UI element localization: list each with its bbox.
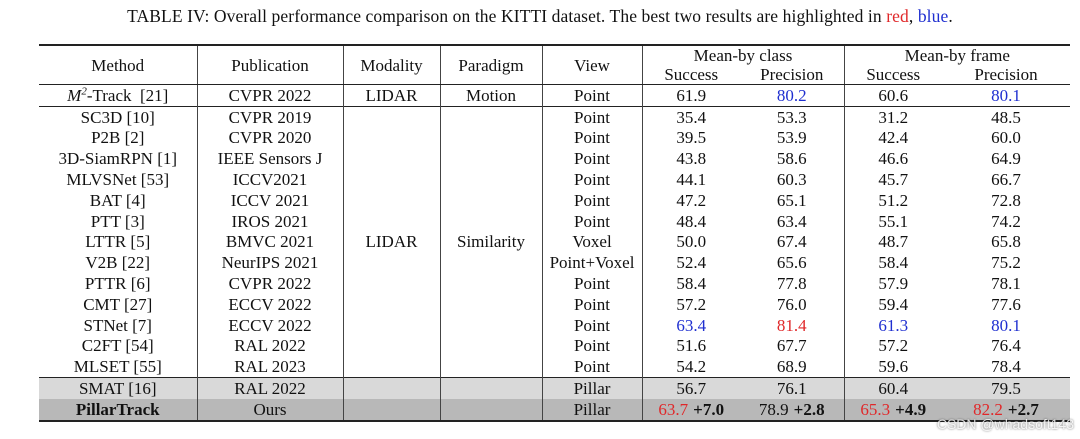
table-caption xyxy=(0,6,1080,27)
cell-publication: RAL 2022 xyxy=(197,336,343,357)
cell-method: MLVSNet [53] xyxy=(66,170,170,190)
cell-publication: CVPR 2019 xyxy=(197,106,343,127)
header-modality: Modality xyxy=(343,45,440,85)
cell-publication: RAL 2023 xyxy=(197,356,343,377)
table-row xyxy=(39,273,1070,294)
cell-method: CMT [27] xyxy=(83,294,153,314)
cell-class-success: 44.1 xyxy=(642,169,740,190)
cell-method: PTT [3] xyxy=(90,211,145,231)
cell-method: STNet [7] xyxy=(83,315,152,335)
cell-frame-success: 48.7 xyxy=(844,232,942,253)
table-row xyxy=(39,315,1070,336)
value: 82.2 xyxy=(973,399,1003,419)
cell-class-success: 56.7 xyxy=(642,378,740,399)
cell-view: Point xyxy=(542,273,642,294)
cell-publication: ICCV 2021 xyxy=(197,190,343,211)
header-class-success: Success xyxy=(642,65,740,85)
value: 78.9 xyxy=(758,399,789,419)
cell-publication: IROS 2021 xyxy=(197,211,343,232)
cell-frame-success: 42.4 xyxy=(844,128,942,149)
cell-frame-success: 59.6 xyxy=(844,356,942,377)
gain: +2.7 xyxy=(1007,399,1039,419)
cell-frame-success: 60.6 xyxy=(844,85,942,107)
cell-publication: BMVC 2021 xyxy=(197,232,343,253)
table-row-smat xyxy=(39,378,1070,399)
table-row xyxy=(39,148,1070,169)
cell-class-success: 58.4 xyxy=(642,273,740,294)
table-row xyxy=(39,190,1070,211)
cell-method: LTTR [5] xyxy=(85,232,151,252)
cell-class-precision: 53.3 xyxy=(740,106,844,127)
cell-frame-success: 57.2 xyxy=(844,336,942,357)
header-method: Method xyxy=(39,45,197,85)
caption-blue-word: blue xyxy=(917,6,949,26)
cell-frame-precision: 48.5 xyxy=(942,106,1070,127)
gain: +7.0 xyxy=(693,399,725,419)
cell-view: Point xyxy=(542,336,642,357)
cell-method: PTTR [6] xyxy=(84,274,151,294)
cell-view: Point+Voxel xyxy=(542,252,642,273)
method-suffix: -Track [21] xyxy=(86,85,169,105)
caption-text: TABLE IV: Overall performance comparison on the KITTI dataset. The best two results are highlighted in xyxy=(127,6,887,26)
cell-class-success: 47.2 xyxy=(642,190,740,211)
cell-view: Point xyxy=(542,169,642,190)
table-body xyxy=(39,85,1070,107)
cell-view: Point xyxy=(542,106,642,127)
cell-frame-success: 45.7 xyxy=(844,169,942,190)
pillar-group xyxy=(39,378,1070,421)
cell-frame-precision: 75.2 xyxy=(991,253,1021,273)
cell-method: BAT [4] xyxy=(89,190,146,210)
cell-view: Point xyxy=(542,294,642,315)
cell-frame-success: 46.6 xyxy=(844,148,942,169)
table-row xyxy=(39,232,1070,253)
cell-class-precision: 67.4 xyxy=(776,232,807,252)
header-paradigm: Paradigm xyxy=(440,45,542,85)
cell-method: 3D-SiamRPN [1] xyxy=(58,149,178,169)
cell-view: Point xyxy=(542,315,642,336)
value: 63.7 xyxy=(658,399,689,419)
cell-class-success: 61.9 xyxy=(642,85,740,107)
cell-class-precision: 76.0 xyxy=(776,294,807,314)
kitti-comparison-table xyxy=(39,44,1070,422)
cell-frame-success: 60.4 xyxy=(844,378,942,399)
cell-class-success: 35.4 xyxy=(642,106,740,127)
cell-method: SC3D [10] xyxy=(39,106,197,127)
cell-paradigm: Similarity xyxy=(440,106,542,377)
cell-frame-success: 57.9 xyxy=(844,273,942,294)
cell-frame-success: 58.4 xyxy=(844,252,942,273)
cell-view: Point xyxy=(542,128,642,149)
cell-method: MLSET [55] xyxy=(73,357,162,377)
table-row xyxy=(39,106,1070,127)
cell-publication: IEEE Sensors J xyxy=(197,148,343,169)
cell-paradigm xyxy=(440,399,542,421)
cell-class-precision: 67.7 xyxy=(776,336,807,356)
cell-frame-precision: 65.8 xyxy=(991,232,1021,252)
cell-class-success: 48.4 xyxy=(642,211,740,232)
cell-class-precision: 81.4 xyxy=(776,315,807,335)
cell-class-success: 63.4 xyxy=(642,315,740,336)
gain: +4.9 xyxy=(895,399,927,419)
cell-view: Pillar xyxy=(542,399,642,421)
cell-publication: NeurIPS 2021 xyxy=(197,252,343,273)
header-frame-success: Success xyxy=(844,65,942,85)
cell-class-success: 57.2 xyxy=(642,294,740,315)
cell-class-precision: 68.9 xyxy=(776,357,807,377)
cell-class-precision xyxy=(740,399,844,421)
cell-frame-precision: 78.4 xyxy=(991,357,1021,377)
cell-class-precision: 53.9 xyxy=(776,128,807,148)
similarity-group xyxy=(39,106,1070,377)
cell-frame-success: 51.2 xyxy=(844,190,942,211)
method-italic-m: M xyxy=(67,85,82,105)
table-row-pillartrack xyxy=(39,399,1070,421)
cell-publication: ICCV2021 xyxy=(197,169,343,190)
cell-method: C2FT [54] xyxy=(81,336,154,356)
value: 65.3 xyxy=(860,399,891,419)
header-view: View xyxy=(542,45,642,85)
cell-class-success: 54.2 xyxy=(642,356,740,377)
header-mean-by-class: Mean-by class xyxy=(642,45,844,65)
cell-frame-precision: 74.2 xyxy=(991,211,1021,231)
cell-frame-precision: 64.9 xyxy=(991,149,1021,169)
cell-class-precision: 58.6 xyxy=(776,149,807,169)
cell-frame-precision: 66.7 xyxy=(991,170,1021,190)
cell-view: Voxel xyxy=(542,232,642,253)
cell-frame-precision: 72.8 xyxy=(991,190,1021,210)
cell-view: Point xyxy=(542,356,642,377)
cell-frame-success: 61.3 xyxy=(844,315,942,336)
gain: +2.8 xyxy=(793,399,825,419)
cell-modality: LIDAR xyxy=(343,85,440,107)
method-superscript: 2 xyxy=(81,85,87,98)
table-header xyxy=(39,45,1070,85)
table-row xyxy=(39,169,1070,190)
cell-method: PillarTrack xyxy=(39,399,197,421)
cell-method: P2B [2] xyxy=(91,128,145,148)
cell-publication: ECCV 2022 xyxy=(197,315,343,336)
cell-publication: ECCV 2022 xyxy=(197,294,343,315)
cell-frame-precision: 76.4 xyxy=(991,336,1021,356)
cell-publication: RAL 2022 xyxy=(197,378,343,399)
table-row xyxy=(39,128,1070,149)
cell-class-precision: 80.2 xyxy=(776,85,807,105)
cell-frame-success: 55.1 xyxy=(844,211,942,232)
cell-frame-precision: 79.5 xyxy=(942,378,1070,399)
cell-view: Point xyxy=(542,211,642,232)
watermark: CSDN @whadsoft143 xyxy=(936,416,1074,432)
cell-class-success: 52.4 xyxy=(642,252,740,273)
table-row xyxy=(39,252,1070,273)
cell-publication: CVPR 2022 xyxy=(197,85,343,107)
cell-class-success: 51.6 xyxy=(642,336,740,357)
cell-class-success: 50.0 xyxy=(642,232,740,253)
cell-class-precision: 65.6 xyxy=(776,253,807,273)
cell-class-precision: 60.3 xyxy=(776,170,807,190)
cell-frame-precision: 80.1 xyxy=(991,85,1021,105)
cell-class-success: 43.8 xyxy=(642,148,740,169)
cell-frame-success xyxy=(844,399,942,421)
cell-view: Pillar xyxy=(542,378,642,399)
cell-publication: CVPR 2022 xyxy=(197,273,343,294)
cell-view: Point xyxy=(542,148,642,169)
table-row xyxy=(39,294,1070,315)
cell-view: Point xyxy=(542,190,642,211)
cell-publication: Ours xyxy=(197,399,343,421)
cell-class-success: 39.5 xyxy=(642,128,740,149)
caption-end: . xyxy=(948,6,953,26)
cell-frame-precision: 77.6 xyxy=(991,294,1021,314)
cell-modality xyxy=(343,399,440,421)
cell-publication: CVPR 2020 xyxy=(197,128,343,149)
cell-paradigm: Motion xyxy=(440,85,542,107)
cell-frame-precision: 60.0 xyxy=(991,128,1021,148)
cell-view: Point xyxy=(542,85,642,107)
cell-method: V2B [22] xyxy=(85,253,151,273)
cell-class-precision: 63.4 xyxy=(776,211,807,231)
cell-paradigm xyxy=(440,378,542,399)
cell-method xyxy=(39,85,197,107)
cell-frame-precision: 80.1 xyxy=(991,315,1021,335)
table-row xyxy=(39,356,1070,377)
table-row xyxy=(39,211,1070,232)
table-row xyxy=(39,336,1070,357)
cell-class-precision: 76.1 xyxy=(740,378,844,399)
cell-frame-success: 31.2 xyxy=(844,106,942,127)
header-mean-by-frame: Mean-by frame xyxy=(844,45,1070,65)
header-class-precision: Precision xyxy=(740,65,844,85)
cell-method: SMAT [16] xyxy=(39,378,197,399)
cell-class-precision: 77.8 xyxy=(776,274,807,294)
cell-modality xyxy=(343,378,440,399)
table-row-m2track xyxy=(39,85,1070,107)
cell-modality: LIDAR xyxy=(343,106,440,377)
cell-frame-success: 59.4 xyxy=(844,294,942,315)
cell-class-success xyxy=(642,399,740,421)
cell-class-precision: 65.1 xyxy=(776,190,807,210)
caption-red-word: red xyxy=(886,6,909,26)
caption-separator: , xyxy=(908,6,918,26)
cell-frame-precision: 78.1 xyxy=(991,274,1021,294)
header-frame-precision: Precision xyxy=(942,65,1070,85)
header-publication: Publication xyxy=(197,45,343,85)
